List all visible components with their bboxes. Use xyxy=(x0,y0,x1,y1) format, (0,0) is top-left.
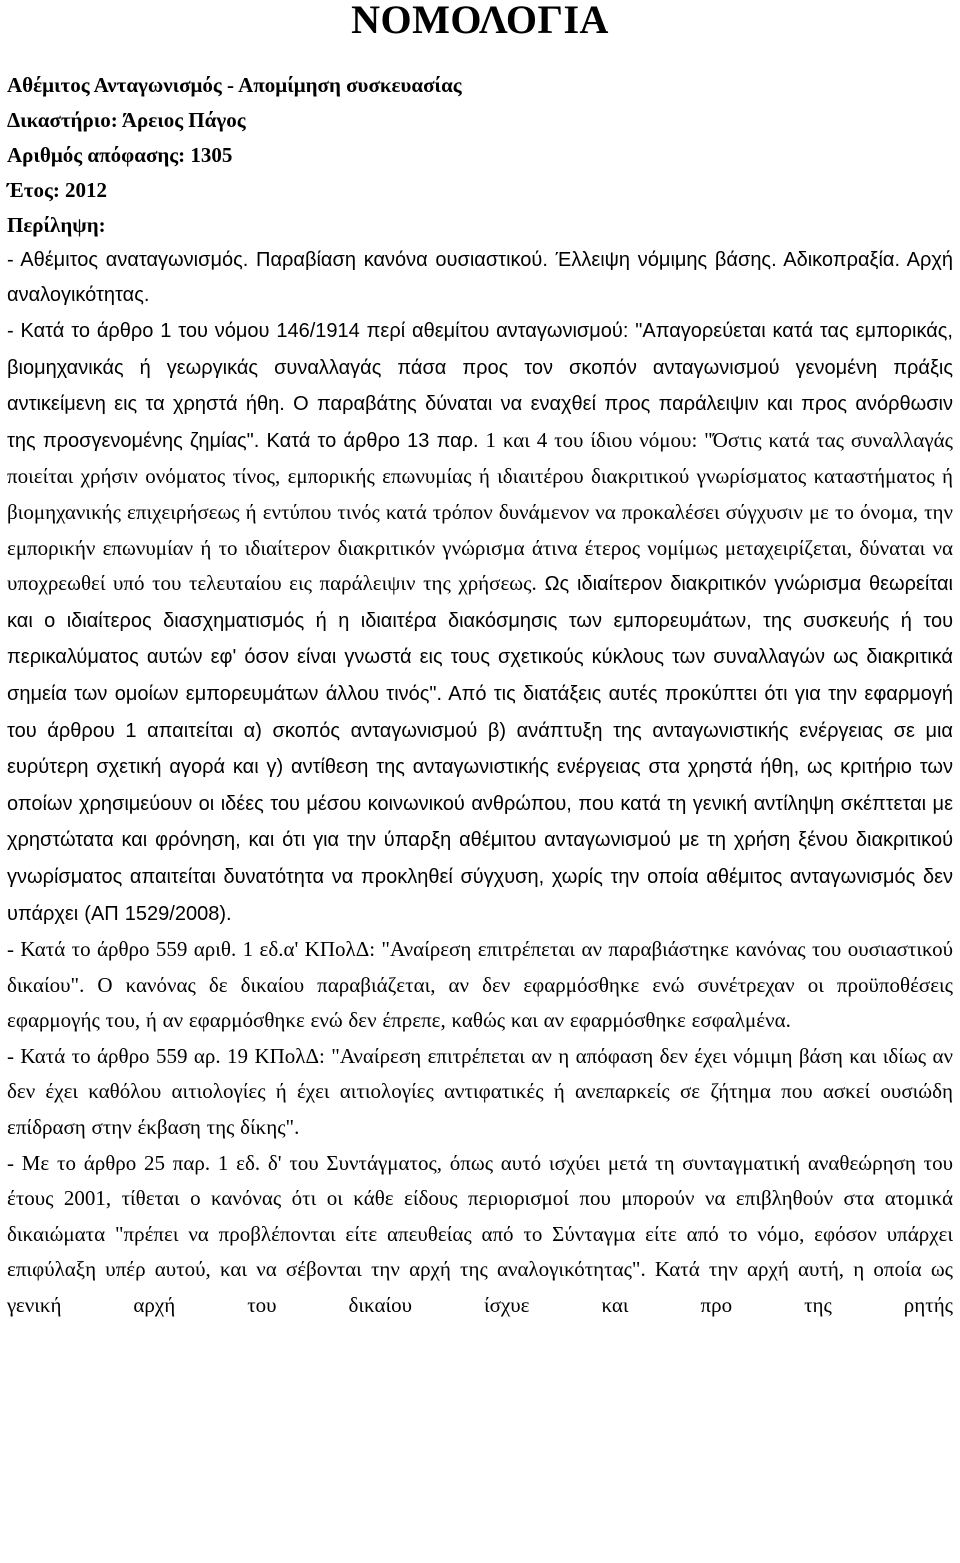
court: Δικαστήριο: Άρειος Πάγος xyxy=(7,108,246,132)
page-title: ΝΟΜΟΛΟΓΙΑ xyxy=(351,0,609,42)
paragraph-1-part-b: 1 και 4 του ίδιου νόμου: "Όστις κατά τας συναλλαγάς ποιείται χρήσιν ονόματος τίνος, εμπορικής επωνυμίας ή ιδιαιτέρου διακριτικού γνωρίσματος καταστήματος ή βιομηχανικής επιχειρήσεως ή εντύπου τινός κατά τρόπον δυνάμενον να προκαλέσει σύγχυσιν με το όνομα, την εμπορικήν επωνυμίαν ή το ιδιαίτερον διακριτικόν γνώρισμα άτινα έτερος νομίμως μεταχειρίζεται, δύναται να υποχρεωθεί υπό του τελευταίου εις παράλειψιν της χρήσεως. xyxy=(7,427,953,596)
paragraph-article-559-19: - Κατά το άρθρο 559 αρ. 19 ΚΠολΔ: "Αναίρεση επιτρέπεται αν η απόφαση δεν έχει νόμιμη βάση και ιδίως αν δεν έχει καθόλου αιτιολογίες ή έχει αιτιολογίες αντιφατικές ή ανεπαρκείς σε ζήτημα που ασκεί ουσιώδη επίδραση στην έκβαση της δίκης". xyxy=(7,1043,953,1140)
document-page xyxy=(7,0,953,1324)
paragraph-article-1 xyxy=(7,313,953,932)
case-title: Αθέμιτος Ανταγωνισμός - Απομίμηση συσκευασίας xyxy=(7,73,462,97)
paragraph-article-559-1: - Κατά το άρθρο 559 αριθ. 1 εδ.α' ΚΠολΔ: "Αναίρεση επιτρέπεται αν παραβιάστηκε κανόνας του ουσιαστικού δικαίου". Ο κανόνας δε δικαίου παραβιάζεται, αν δεν εφαρμόσθηκε ενώ συνέτρεχαν οι προϋποθέσεις εφαρμογής του, ή αν εφαρμόσθηκε ενώ δεν έπρεπε, καθώς και αν εφαρμόσθηκε εσφαλμένα. xyxy=(7,937,953,1033)
case-metadata xyxy=(7,68,953,243)
paragraph-constitution-25: - Με το άρθρο 25 παρ. 1 εδ. δ' του Συντάγματος, όπως αυτό ισχύει μετά τη συνταγματική αναθεώρηση του έτους 2001, τίθεται ο κανόνας ότι οι κάθε είδους περιορισμοί που μπορούν να επιβληθούν στα ατομικά δικαιώματα "πρέπει να προβλέπονται είτε απευθείας από το Σύνταγμα είτε από το νόμο, εφόσον υπάρχει επιφύλαξη υπέρ αυτού, και να σέβονται την αρχή της αναλογικότητας". Κατά την αρχή αυτή, η οποία ως γενική αρχή του δικαίου ίσχυε και προ της ρητής xyxy=(7,1150,953,1318)
summary-heading: Περίληψη: xyxy=(7,213,106,237)
paragraph-1-part-c: Ως ιδιαίτερον διακριτικόν γνώρισμα θεωρείται και ο ιδιαίτερος διασχηματισμός ή η ιδιαιτέρα διακόσμησις των εμπορευμάτων, της συσκευής ή του περικαλύματος αυτών εφ' όσον είναι γνωστά εις τους σχετικούς κύκλους των συναλλαγών ως διακριτικά σημεία των ομοίων εμπορευμάτων άλλου τινός". xyxy=(7,573,954,705)
paragraph-1-part-a: - Κατά το άρθρο 1 του νόμου 146/1914 περί αθεμίτου ανταγωνισμού: "Απαγορεύεται κατά τας εμπορικάς, βιομηχανικάς ή γεωργικάς συναλλαγάς πάσα προς τον σκοπόν ανταγωνισμού γενομένη πράξις αντικείμενη εις τα χρηστά ήθη. Ο παραβάτης δύναται να εναχθεί προς παράλειψιν και προς ανόρθωσιν της προσγενομένης ζημίας". Κατά το άρθρο 13 παρ. xyxy=(7,320,953,452)
paragraph-1-part-d: Από τις διατάξεις αυτές προκύπτει ότι για την εφαρμογή του άρθρου 1 απαιτείται α) σκοπός ανταγωνισμού β) ανάπτυξη της ανταγωνιστικής ενέργειας σε μια ευρύτερη σχετική αγορά και γ) αντίθεση της ανταγωνιστικής ενέργειας στα χρηστά ήθη, ως κριτήριο των οποίων χρησιμεύουν οι ιδέες του μέσου κοινωνικού ανθρώπου, που κατά τη γενική αντίληψη σκέπτεται με χρηστώτατα και φρόνηση, και ότι για την ύπαρξη αθέμιτου ανταγωνισμού με τη χρήση ξένου διακριτικού γνωρίσματος απαιτείται δυνατότητα να προκληθεί σύγχυση, χωρίς την οποία αθέμιτος ανταγωνισμός δεν υπάρχει (ΑΠ 1529/2008). xyxy=(7,682,953,925)
summary-points: - Αθέμιτος αναταγωνισμός. Παραβίαση κανόνα ουσιαστικού. Έλλειψη νόμιμης βάσης. Αδικοπραξία. Αρχή αναλογικότητας. xyxy=(7,249,953,306)
year: Έτος: 2012 xyxy=(7,178,108,202)
decision-number: Αριθμός απόφασης: 1305 xyxy=(7,143,233,167)
